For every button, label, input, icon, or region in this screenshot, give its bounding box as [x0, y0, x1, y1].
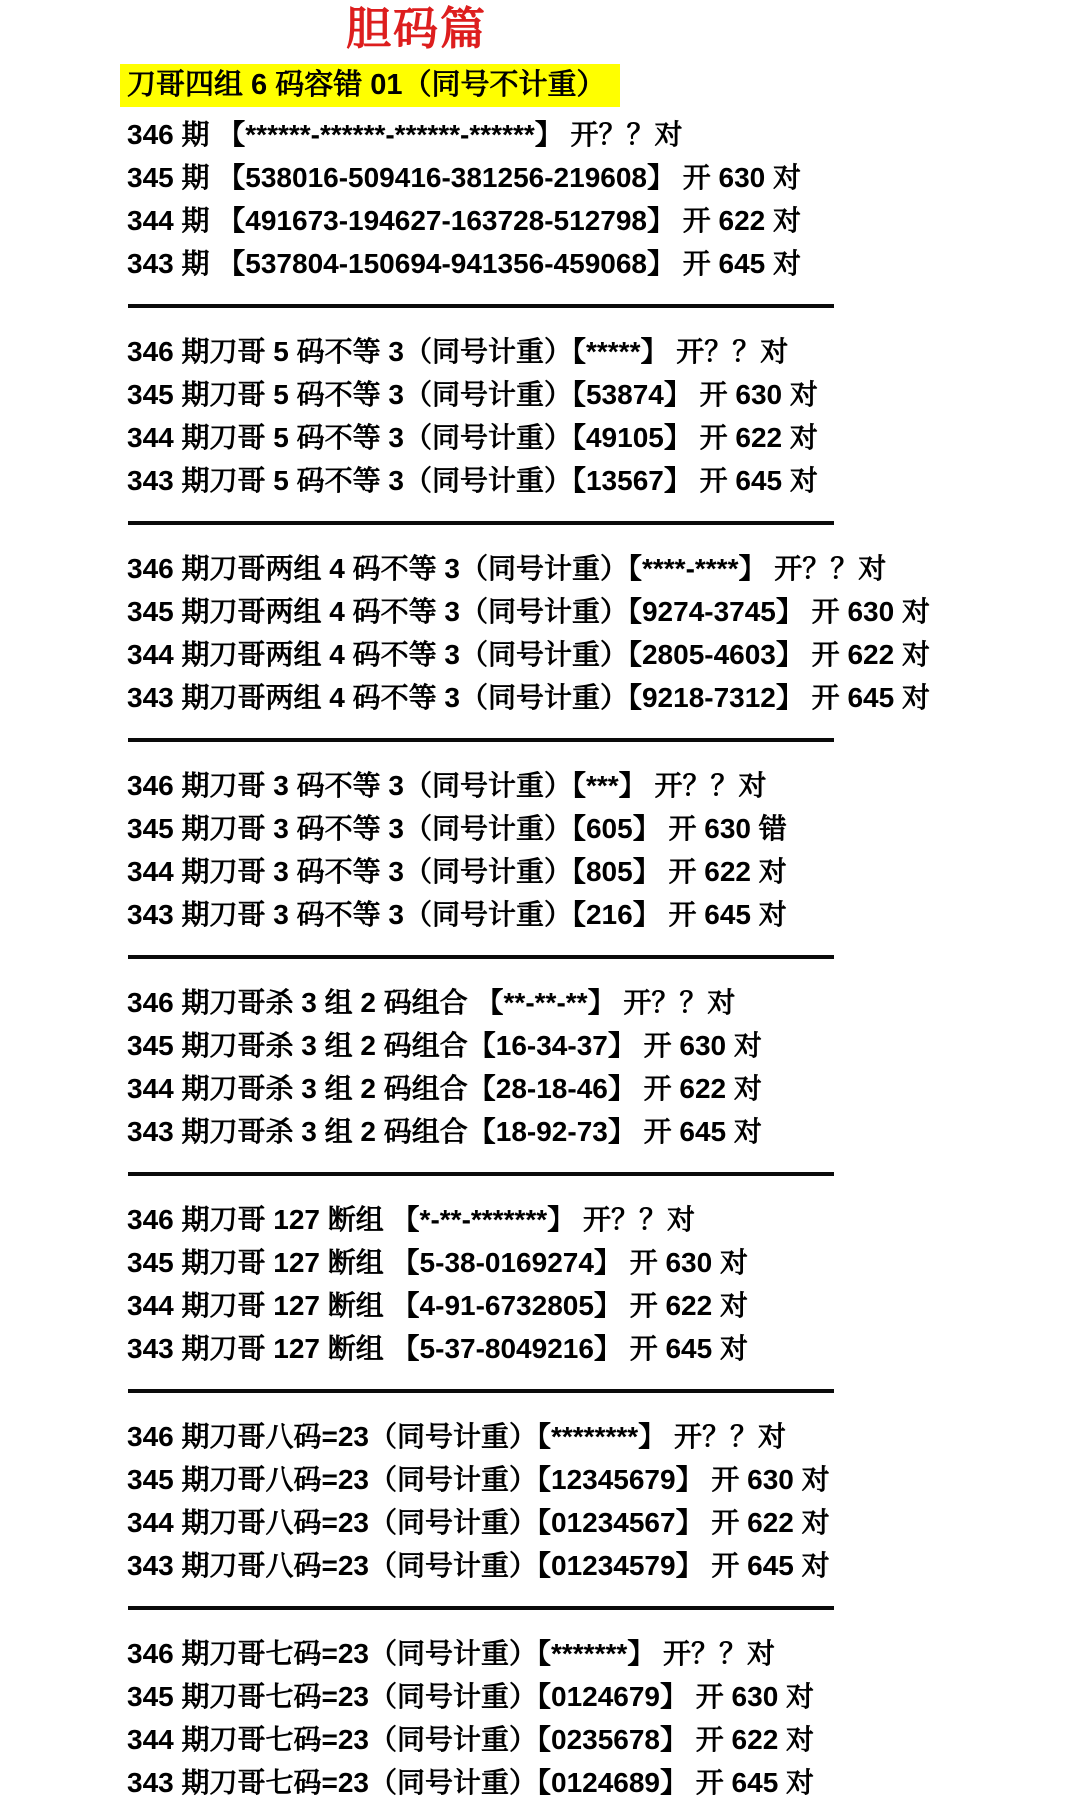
- prediction-row: 343 期刀哥杀 3 组 2 码组合【18-92-73】 开 645 对: [127, 1116, 762, 1147]
- prediction-row: 343 期刀哥 5 码不等 3（同号计重）【13567】 开 645 对: [127, 465, 818, 496]
- prediction-row: 343 期刀哥两组 4 码不等 3（同号计重）【9218-7312】 开 645 对: [127, 682, 930, 713]
- prediction-row: 344 期刀哥 127 断组 【4-91-6732805】 开 622 对: [127, 1290, 748, 1321]
- section-four-groups-6-codes: [120, 113, 1075, 285]
- prediction-row: 343 期刀哥 127 断组 【5-37-8049216】 开 645 对: [127, 1333, 748, 1364]
- section-two-groups-4-codes-not-equal-3: [120, 547, 1075, 719]
- prediction-row: 345 期刀哥 3 码不等 3（同号计重）【605】 开 630 错: [127, 813, 787, 844]
- section-seven-codes-equal-23: [120, 1632, 1075, 1804]
- section-divider: [128, 955, 834, 959]
- prediction-row: 343 期刀哥 3 码不等 3（同号计重）【216】 开 645 对: [127, 899, 787, 930]
- section-5-codes-not-equal-3: [120, 330, 1075, 502]
- prediction-row: 345 期 【538016-509416-381256-219608】 开 630 对: [127, 162, 802, 193]
- prediction-row: 344 期 【491673-194627-163728-512798】 开 622 对: [127, 205, 802, 236]
- section-divider: [128, 1606, 834, 1610]
- prediction-row: 346 期刀哥 127 断组 【*-**-*******】 开？？对: [127, 1204, 695, 1235]
- section-3-codes-not-equal-3: [120, 764, 1075, 936]
- highlight-header-row: [120, 54, 1075, 107]
- prediction-row: 343 期 【537804-150694-941356-459068】 开 645 对: [127, 248, 802, 279]
- prediction-row: 344 期刀哥杀 3 组 2 码组合【28-18-46】 开 622 对: [127, 1073, 762, 1104]
- prediction-row: 344 期刀哥七码=23（同号计重）【0235678】 开 622 对: [127, 1724, 815, 1755]
- prediction-row: 345 期刀哥八码=23（同号计重）【12345679】 开 630 对: [127, 1464, 830, 1495]
- prediction-row: 343 期刀哥八码=23（同号计重）【01234579】 开 645 对: [127, 1550, 830, 1581]
- page-title: 胆码篇: [346, 3, 488, 54]
- title-row: [120, 0, 1075, 54]
- prediction-row: 345 期刀哥 127 断组 【5-38-0169274】 开 630 对: [127, 1247, 748, 1278]
- prediction-row: 344 期刀哥 5 码不等 3（同号计重）【49105】 开 622 对: [127, 422, 818, 453]
- section-divider: [128, 1172, 834, 1176]
- prediction-row: 344 期刀哥两组 4 码不等 3（同号计重）【2805-4603】 开 622 对: [127, 639, 930, 670]
- prediction-row: 346 期刀哥两组 4 码不等 3（同号计重）【****-****】 开？？对: [127, 553, 887, 584]
- prediction-row: 346 期刀哥七码=23（同号计重）【*******】 开？？对: [127, 1638, 776, 1669]
- prediction-row: 346 期刀哥杀 3 组 2 码组合 【**-**-**】 开？？对: [127, 987, 736, 1018]
- prediction-row: 345 期刀哥两组 4 码不等 3（同号计重）【9274-3745】 开 630 对: [127, 596, 930, 627]
- prediction-row: 346 期刀哥八码=23（同号计重）【********】 开？？对: [127, 1421, 786, 1452]
- highlight-header: 刀哥四组 6 码容错 01（同号不计重）: [120, 64, 620, 107]
- section-kill-3-groups-2-codes: [120, 981, 1075, 1153]
- prediction-row: 346 期 【******-******-******-******】 开？？对: [127, 119, 683, 150]
- section-eight-codes-equal-23: [120, 1415, 1075, 1587]
- prediction-row: 346 期刀哥 3 码不等 3（同号计重）【***】 开？？对: [127, 770, 767, 801]
- prediction-row: 345 期刀哥杀 3 组 2 码组合【16-34-37】 开 630 对: [127, 1030, 762, 1061]
- prediction-row: 345 期刀哥 5 码不等 3（同号计重）【53874】 开 630 对: [127, 379, 818, 410]
- section-divider: [128, 738, 834, 742]
- prediction-row: 344 期刀哥八码=23（同号计重）【01234567】 开 622 对: [127, 1507, 830, 1538]
- prediction-row: 345 期刀哥七码=23（同号计重）【0124679】 开 630 对: [127, 1681, 815, 1712]
- section-divider: [128, 304, 834, 308]
- prediction-row: 343 期刀哥七码=23（同号计重）【0124689】 开 645 对: [127, 1767, 815, 1798]
- prediction-row: 344 期刀哥 3 码不等 3（同号计重）【805】 开 622 对: [127, 856, 787, 887]
- prediction-row: 346 期刀哥 5 码不等 3（同号计重）【*****】 开？？对: [127, 336, 789, 367]
- section-127-break-group: [120, 1198, 1075, 1370]
- section-divider: [128, 1389, 834, 1393]
- section-divider: [128, 521, 834, 525]
